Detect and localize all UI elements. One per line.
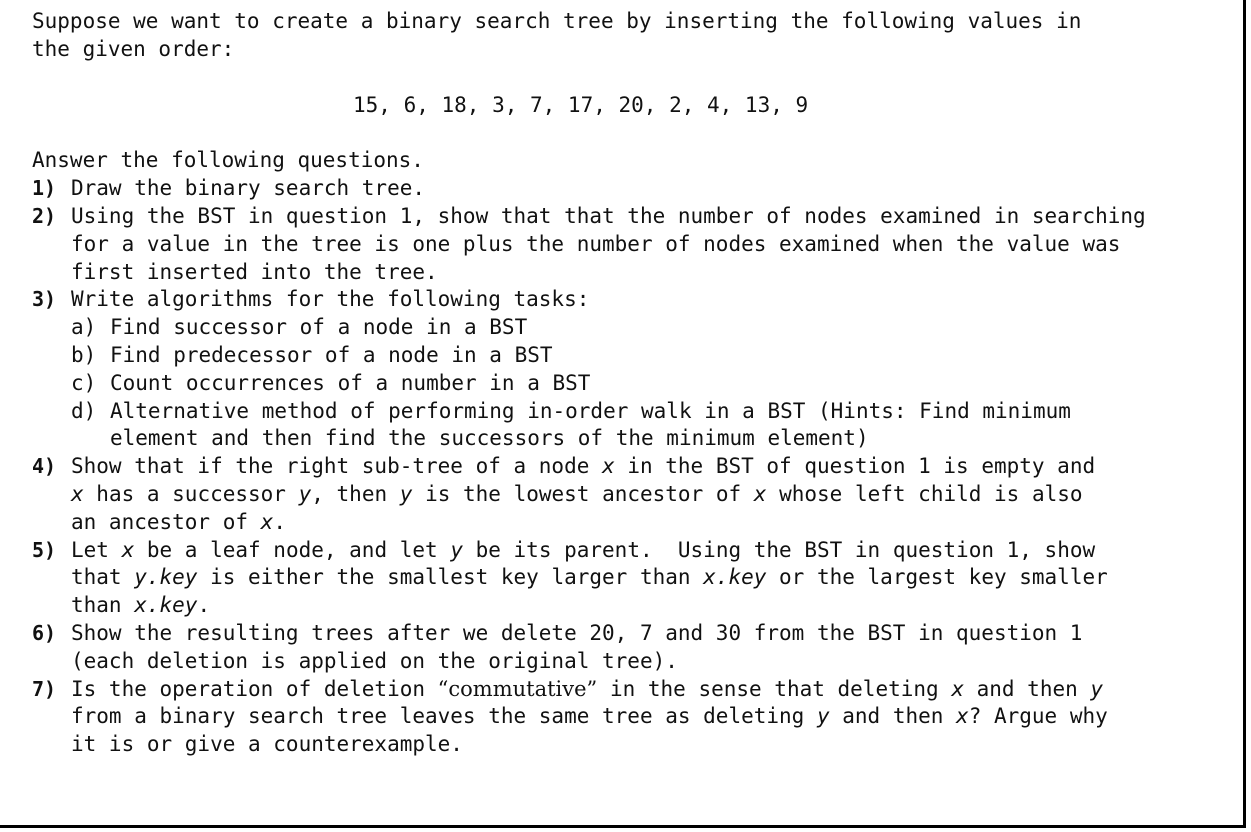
question-7-line-3: it is or give a counterexample. — [71, 732, 463, 757]
question-3c — [32, 370, 1232, 398]
question-6 — [32, 620, 1232, 676]
math-variable: x — [260, 509, 274, 534]
question-6-line-1: Show the resulting trees after we delete 20, 7 and 30 from the BST in question 1 — [71, 620, 1083, 645]
question-3d-line-2: element and then find the successors of the minimum element) — [110, 426, 869, 451]
math-variable: y — [1090, 676, 1104, 701]
math-variable: x — [951, 676, 964, 701]
text-run: . — [197, 593, 211, 618]
math-variable: x.key — [134, 593, 198, 618]
question-4-line-2 — [71, 481, 1232, 509]
math-variable: x — [602, 454, 615, 479]
sub-letter: d) — [71, 398, 97, 423]
question-3c-line-1: Count occurrences of a number in a BST — [110, 370, 591, 395]
question-3b — [32, 342, 1232, 370]
text-run: , then — [311, 481, 400, 506]
sub-letter: b) — [71, 342, 97, 367]
question-3-line-1: Write algorithms for the following tasks: — [71, 287, 590, 312]
question-number: 3) — [32, 287, 57, 312]
math-variable: y — [816, 704, 830, 729]
text-run: in the BST of question 1 is empty and — [614, 454, 1096, 479]
question-number: 7) — [32, 676, 57, 701]
question-3d-line-1: Alternative method of performing in-order walk in a BST (Hints: Find minimum — [110, 398, 1071, 423]
question-2-line-1: Using the BST in question 1, show that that the number of nodes examined in searching — [71, 203, 1146, 228]
question-4 — [32, 453, 1232, 536]
text-run: whose left child is also — [766, 481, 1083, 506]
question-number: 1) — [32, 176, 57, 201]
math-variable: x — [956, 704, 969, 729]
text-run: than — [71, 593, 135, 618]
text-run: from a binary search tree leaves the same tree as deleting — [71, 704, 817, 729]
intro-line-2: the given order: — [32, 36, 235, 61]
text-run: be a leaf node, and let — [134, 537, 451, 562]
question-2 — [32, 203, 1232, 286]
text-run: has a successor — [83, 481, 299, 506]
text-run: is the lowest ancestor of — [412, 481, 754, 506]
math-variable: y — [399, 481, 413, 506]
assignment-document — [32, 8, 1232, 759]
question-number: 5) — [32, 537, 57, 562]
math-variable: y — [450, 537, 463, 562]
question-7-line-2 — [71, 703, 1232, 731]
question-7 — [32, 676, 1232, 759]
question-4-line-1 — [71, 453, 1232, 481]
text-run: be its parent. Using the BST in question 1, show — [462, 537, 1096, 562]
question-2-line-3: first inserted into the tree. — [71, 259, 438, 284]
sub-letter: c) — [71, 370, 97, 395]
text-run: Is the operation of deletion — [71, 676, 438, 701]
text-run: or the largest key smaller — [766, 565, 1108, 590]
question-3 — [32, 286, 1232, 314]
question-7-line-1 — [71, 676, 1232, 704]
question-1-line-1: Draw the binary search tree. — [71, 176, 426, 201]
text-run: Show that if the right sub-tree of a node — [71, 454, 603, 479]
math-variable: y — [298, 481, 312, 506]
question-5 — [32, 537, 1232, 620]
question-6-line-2: (each deletion is applied on the original tree). — [71, 648, 678, 673]
question-number: 6) — [32, 620, 57, 645]
question-3d — [32, 398, 1232, 454]
text-run: and then — [829, 704, 957, 729]
question-3b-line-1: Find predecessor of a node in a BST — [110, 342, 553, 367]
math-variable: x — [121, 537, 135, 562]
question-3a-line-1: Find successor of a node in a BST — [110, 315, 528, 340]
question-number: 2) — [32, 203, 57, 228]
text-run: . — [273, 509, 286, 534]
question-3a — [32, 314, 1232, 342]
text-run: an ancestor of — [71, 509, 261, 534]
text-run: and then — [963, 676, 1091, 701]
math-variable: y.key — [134, 565, 198, 590]
text-run: Let — [71, 537, 122, 562]
question-4-line-3 — [71, 509, 1232, 537]
question-2-line-2: for a value in the tree is one plus the number of nodes examined when the value was — [71, 231, 1121, 256]
text-run: that — [71, 565, 135, 590]
intro-line-1: Suppose we want to create a binary search tree by inserting the following values in — [32, 9, 1082, 33]
question-5-line-2 — [71, 564, 1232, 592]
answer-header: Answer the following questions. — [32, 148, 424, 173]
question-1 — [32, 175, 1232, 203]
sub-letter: a) — [71, 315, 97, 340]
math-variable: x.key — [703, 565, 767, 590]
math-variable: x — [71, 481, 84, 506]
question-5-line-3 — [71, 592, 1232, 620]
quoted-term: “commutative” — [437, 676, 598, 701]
text-run: in the sense that deleting — [597, 676, 952, 701]
question-5-line-1 — [71, 537, 1232, 565]
text-run: ? Argue why — [968, 704, 1108, 729]
text-run: is either the smallest key larger than — [197, 565, 704, 590]
math-variable: x — [753, 481, 767, 506]
question-number: 4) — [32, 454, 57, 479]
insertion-sequence: 15, 6, 18, 3, 7, 17, 20, 2, 4, 13, 9 — [353, 92, 809, 117]
